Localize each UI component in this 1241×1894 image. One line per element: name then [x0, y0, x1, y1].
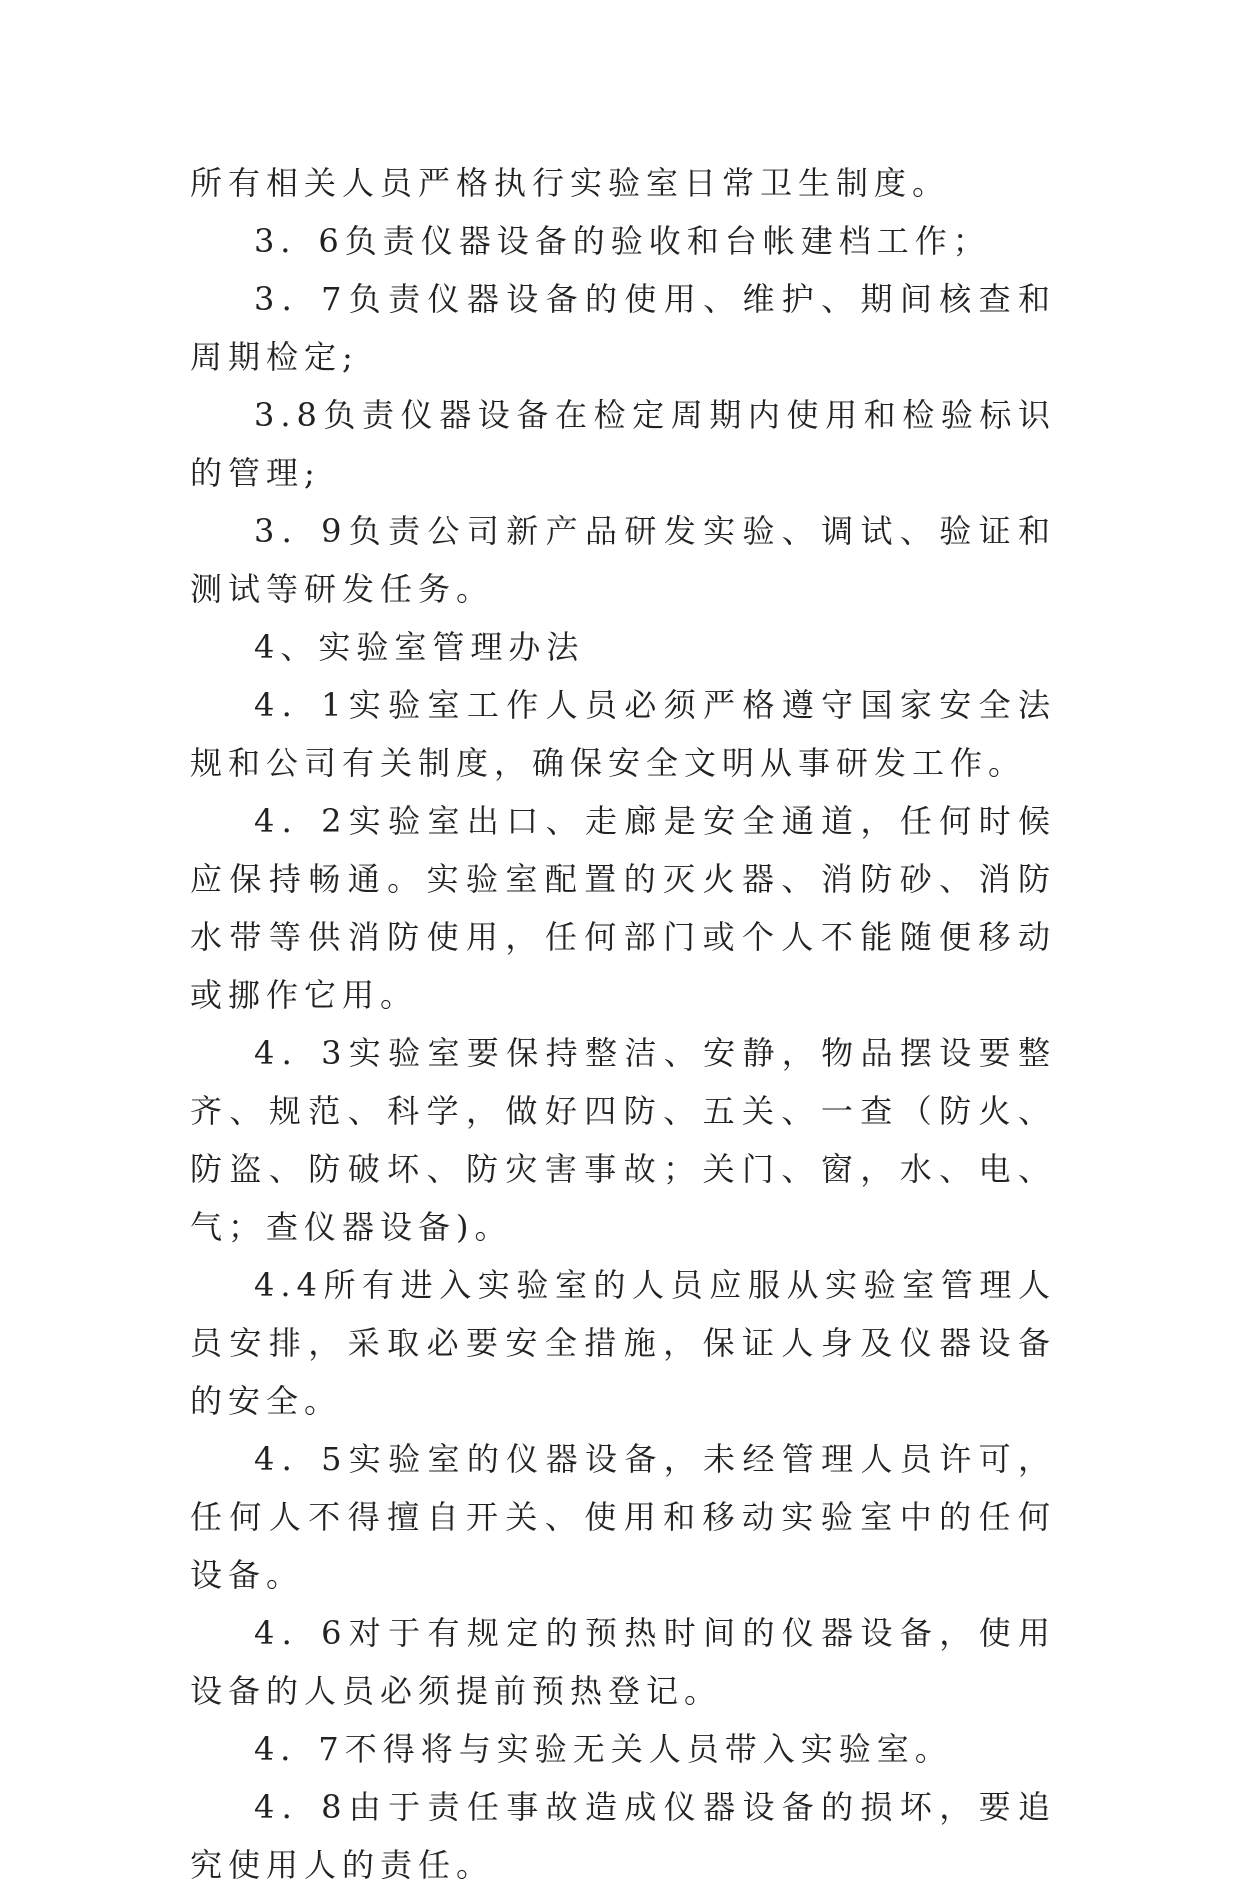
paragraph-4-1: 4．1实验室工作人员必须严格遵守国家安全法规和公司有关制度，确保安全文明从事研发工作。: [190, 686, 1056, 782]
paragraph-4-5: 4．5实验室的仪器设备，未经管理人员许可，任何人不得擅自开关、使用和移动实验室中的任何设备。: [190, 1440, 1056, 1594]
paragraph-4-4: 4.4所有进入实验室的人员应服从实验室管理人员安排，采取必要安全措施，保证人身及仪器设备的安全。: [190, 1266, 1056, 1420]
section-heading-4: 4、实验室管理办法: [254, 628, 585, 666]
paragraph-4-6: 4．6对于有规定的预热时间的仪器设备，使用设备的人员必须提前预热登记。: [190, 1614, 1056, 1710]
paragraph-hygiene: 所有相关人员严格执行实验室日常卫生制度。: [190, 164, 951, 202]
paragraph-3-9: 3．9负责公司新产品研发实验、调试、验证和测试等研发任务。: [190, 512, 1056, 608]
paragraph-3-6: 3．6负责仪器设备的验收和台帐建档工作；: [254, 222, 991, 260]
paragraph-4-7: 4．7不得将与实验无关人员带入实验室。: [254, 1730, 953, 1768]
paragraph-4-3: 4．3实验室要保持整洁、安静，物品摆设要整齐、规范、科学，做好四防、五关、一查（防火、防盗、防破坏、防灾害事故；关门、窗，水、电、气；查仪器设备)。: [190, 1034, 1056, 1246]
paragraph-4-2: 4．2实验室出口、走廊是安全通道，任何时候应保持畅通。实验室配置的灭火器、消防砂、消防水带等供消防使用，任何部门或个人不能随便移动或挪作它用。: [190, 802, 1056, 1014]
paragraph-4-8: 4．8由于责任事故造成仪器设备的损坏，要追究使用人的责任。: [190, 1788, 1056, 1884]
paragraph-3-7: 3．7负责仪器设备的使用、维护、期间核查和周期检定;: [190, 280, 1056, 376]
document-body: [190, 154, 1056, 1894]
paragraph-3-8: 3.8负责仪器设备在检定周期内使用和检验标识的管理;: [190, 396, 1056, 492]
